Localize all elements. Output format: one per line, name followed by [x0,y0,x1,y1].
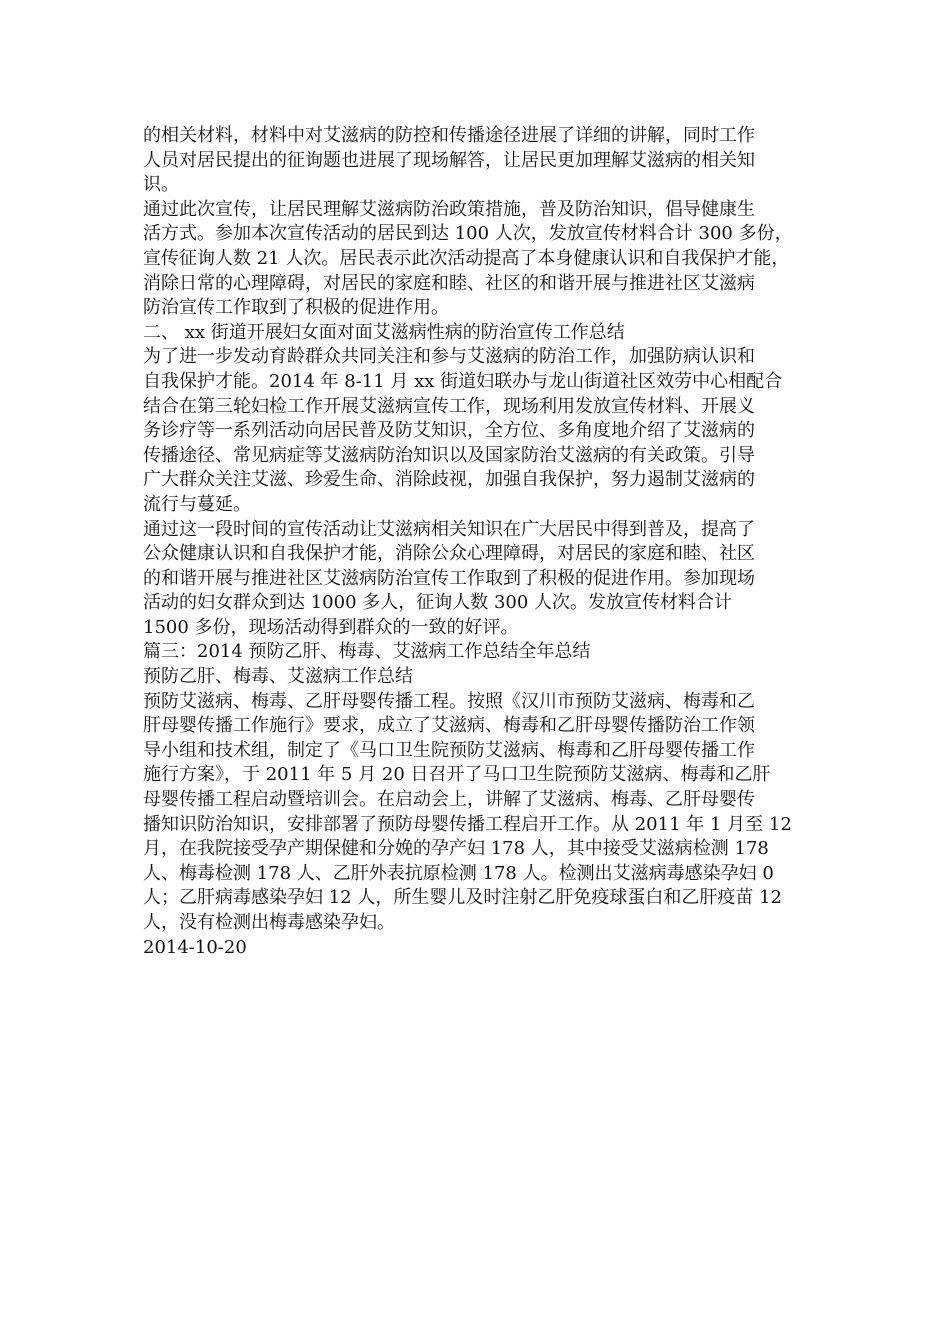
chapter-heading [143,640,813,665]
text-line: 人，没有检测出梅毒感染孕妇。 [143,912,395,933]
text-line: 消除日常的心理障碍，对居民的家庭和睦、社区的和谐开展与推进社区艾滋病 [143,272,755,294]
text-line: 防治宣传工作取到了积极的促进作用。 [143,297,449,319]
document-date [143,936,813,961]
text-line: 肝母婴传播工作施行》要求，成立了艾滋病、梅毒和乙肝母婴传播防治工作领 [143,715,755,737]
paragraph-1 [143,124,813,198]
text-line: 结合在第三轮妇检工作开展艾滋病宣传工作，现场利用发放宣传材料、开展义 [143,395,755,417]
text-line: 人；乙肝病毒感染孕妇 12 人，所生婴儿及时注射乙肝免疫球蛋白和乙肝疫苗 12 [143,887,782,909]
text-line: 篇三：2014 预防乙肝、梅毒、艾滋病工作总结全年总结 [143,641,591,663]
text-line: 自我保护才能。2014 年 8-11 月 xx 街道妇联办与龙山街道社区效劳中心相配合 [143,370,783,392]
paragraph-4 [143,518,813,641]
text-line: 广大群众关注艾滋、珍爱生命、消除歧视，加强自我保护，努力遏制艾滋病的 [143,469,755,491]
text-line: 1500 多份，现场活动得到群众的一致的好评。 [143,616,519,638]
text-line: 宣传征询人数 21 人次。居民表示此次活动提高了本身健康认识和自我保护才能， [143,247,790,269]
document-body [143,124,813,960]
paragraph-3 [143,345,813,517]
text-line: 流行与蔓延。 [143,493,251,515]
text-line: 通过这一段时间的宣传活动让艾滋病相关知识在广大居民中得到普及，提高了 [143,518,755,540]
text-line: 活方式。参加本次宣传活动的居民到达 100 人次，发放宣传材料合计 300 多份， [143,223,793,245]
paragraph-2 [143,198,813,321]
text-line: 传播途径、常见病症等艾滋病防治知识以及国家防治艾滋病的有关政策。引导 [143,444,755,466]
text-line: 人员对居民提出的征询题也进展了现场解答，让居民更加理解艾滋病的相关知 [143,149,755,171]
text-line: 的和谐开展与推进社区艾滋病防治宣传工作取到了积极的促进作用。参加现场 [143,567,755,589]
text-line: 通过此次宣传，让居民理解艾滋病防治政策措施，普及防治知识，倡导健康生 [143,198,755,220]
paragraph-5 [143,690,813,936]
text-line: 施行方案》，于 2011 年 5 月 20 日召开了马口卫生院预防艾滋病、梅毒和乙肝 [143,764,771,786]
text-line: 播知识防治知识，安排部署了预防母婴传播工程启开工作。从 2011 年 1 月至 12 [143,813,792,835]
section-heading-2 [143,321,813,346]
text-line: 母婴传播工程启动暨培训会。在启动会上，讲解了艾滋病、梅毒、乙肝母婴传 [143,789,755,811]
text-line: 务诊疗等一系列活动向居民普及防艾知识，全方位、多角度地介绍了艾滋病的 [143,420,755,442]
text-line: 月，在我院接受孕产期保健和分娩的孕产妇 178 人，其中接受艾滋病检测 178 [143,838,769,860]
text-line: 2014-10-20 [143,936,247,958]
text-line: 公众健康认识和自我保护才能，消除公众心理障碍，对居民的家庭和睦、社区 [143,543,755,565]
text-line: 人、梅毒检测 178 人、乙肝外表抗原检测 178 人。检测出艾滋病毒感染孕妇 0 [143,862,774,884]
text-line: 识。 [143,174,179,196]
text-line: 活动的妇女群众到达 1000 多人，征询人数 300 人次。发放宣传材料合计 [143,592,733,614]
text-line: 导小组和技术组，制定了《马口卫生院预防艾滋病、梅毒和乙肝母婴传播工作 [143,739,755,761]
text-line: 的相关材料，材料中对艾滋病的防控和传播途径进展了详细的讲解，同时工作 [143,125,755,146]
text-line: 二、 xx 街道开展妇女面对面艾滋病性病的防治宣传工作总结 [143,321,625,343]
text-line: 预防乙肝、梅毒、艾滋病工作总结 [143,666,413,688]
text-line: 为了进一步发动育龄群众共同关注和参与艾滋病的防治工作，加强防病认识和 [143,346,755,368]
section-title [143,665,813,690]
text-line: 预防艾滋病、梅毒、乙肝母婴传播工程。按照《汉川市预防艾滋病、梅毒和乙 [143,690,755,712]
